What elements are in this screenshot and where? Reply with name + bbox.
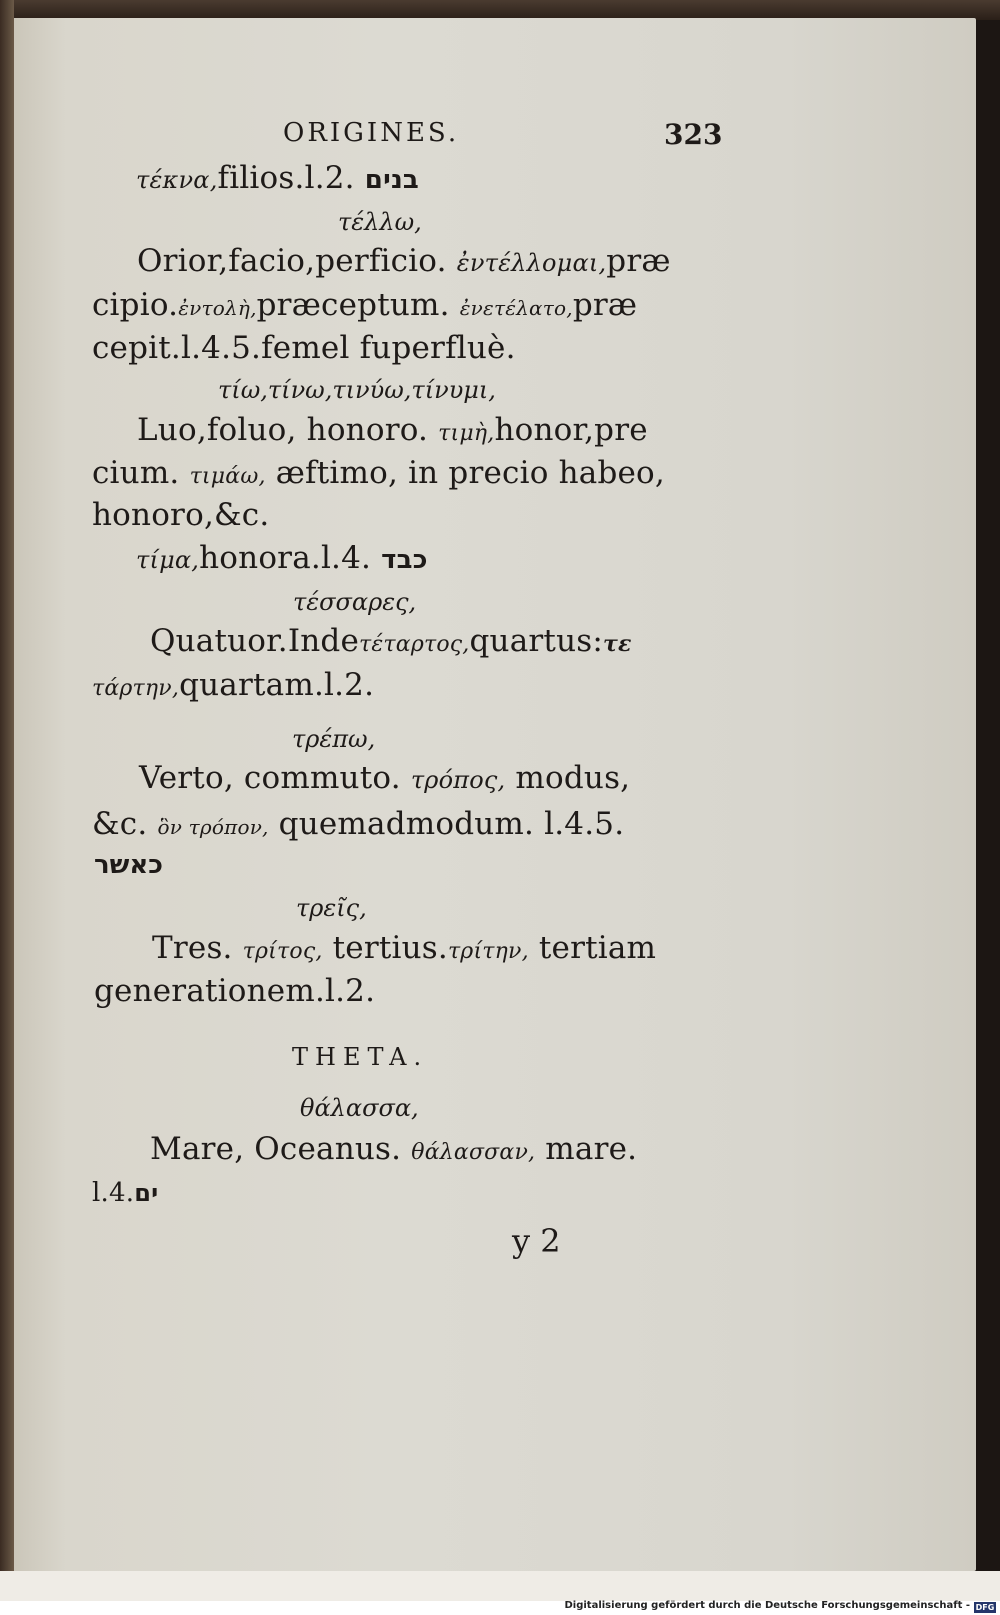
- latin-text: Quatuor.Inde: [150, 623, 360, 659]
- greek-word: τέκνα,: [136, 166, 218, 194]
- latin-text: honor,pre: [494, 412, 648, 448]
- text-line: [92, 287, 637, 323]
- headword: τρεῖς,: [296, 894, 367, 922]
- greek-word: τιμὴ,: [438, 421, 495, 446]
- funding-credit: Digitalisierung gefördert durch die Deutsche Forschungsgemeinschaft -: [564, 1600, 970, 1611]
- hebrew-word: כבד: [381, 545, 428, 575]
- greek-word: τίμα,: [136, 546, 200, 574]
- signature-mark: y 2: [512, 1222, 561, 1260]
- latin-text: Luo,foluo, honoro.: [137, 412, 429, 448]
- latin-text: præceptum.: [256, 287, 450, 323]
- text-line: [136, 540, 428, 576]
- greek-word: τρίτην,: [447, 939, 529, 964]
- book-left-edge: [0, 0, 14, 1615]
- dfg-logo: DFG: [975, 1603, 995, 1612]
- latin-text: præ: [572, 287, 638, 323]
- section-heading: THETA.: [292, 1043, 429, 1071]
- latin-text: tertiam: [538, 930, 657, 966]
- latin-text: l.4.: [92, 1178, 135, 1208]
- text-line: [137, 243, 671, 279]
- text-line: [150, 1131, 637, 1167]
- latin-text: cium.: [92, 455, 180, 491]
- headword: θάλασσα,: [300, 1094, 419, 1122]
- latin-text: Tres.: [152, 930, 233, 966]
- headword: τρέπω,: [292, 725, 376, 753]
- latin-text: filios.l.2.: [217, 160, 355, 196]
- latin-text: æftimo, in precio habeo,: [275, 455, 665, 491]
- latin-text: quartus:: [469, 623, 603, 659]
- text-line: honoro,&c.: [92, 497, 270, 533]
- hebrew-word: כאשר: [94, 850, 164, 880]
- hebrew-word: בנים: [364, 165, 419, 195]
- latin-text: quartam.l.2.: [179, 667, 375, 703]
- greek-word: τάρτην,: [92, 676, 180, 701]
- headword: τέλλω,: [338, 208, 422, 236]
- greek-word: τρόπος,: [410, 766, 506, 794]
- latin-text: Mare, Oceanus.: [150, 1131, 402, 1167]
- latin-text: mare.: [545, 1131, 638, 1167]
- latin-text: Verto, commuto.: [139, 760, 401, 796]
- page-number: 323: [664, 118, 723, 151]
- text-line: [150, 623, 632, 659]
- text-line: cepit.l.4.5.femel fuperfluè.: [92, 330, 516, 366]
- latin-text: Orior,facio,perficio.: [137, 243, 447, 279]
- text-line: [139, 760, 630, 796]
- book-top-edge: [0, 0, 1000, 20]
- latin-text: &c.: [92, 806, 148, 842]
- headword: τίω,τίνω,τινύω,τίνυμι,: [218, 376, 496, 404]
- greek-word: θάλασσαν,: [411, 1140, 536, 1165]
- greek-word: τιμάω,: [189, 464, 266, 489]
- text-line: [152, 930, 656, 966]
- greek-word: τέταρτος,: [359, 632, 470, 657]
- greek-word: ὃν τρόπον,: [157, 815, 269, 839]
- latin-text: honora.l.4.: [199, 540, 372, 576]
- text-line: generationem.l.2.: [94, 973, 376, 1009]
- greek-word: ἐντολὴ,: [178, 296, 257, 320]
- latin-text: tertius.: [332, 930, 448, 966]
- text-line: [136, 160, 419, 196]
- hebrew-word: ים: [134, 1179, 159, 1207]
- latin-text: cipio.: [92, 287, 179, 323]
- latin-text: præ: [606, 243, 671, 279]
- greek-word: τε: [603, 631, 632, 657]
- text-line: [92, 667, 374, 703]
- text-line: [137, 412, 648, 448]
- text-line: [92, 455, 665, 491]
- text-line: [92, 806, 624, 842]
- latin-text: quemadmodum. l.4.5.: [278, 806, 625, 842]
- text-line: [92, 1178, 158, 1208]
- latin-text: modus,: [515, 760, 631, 796]
- headword: τέσσαρες,: [293, 588, 417, 616]
- greek-word: ἐνετέλατο,: [459, 296, 573, 320]
- running-head: ORIGINES.: [283, 118, 460, 148]
- greek-word: ἐντέλλομαι,: [456, 249, 607, 277]
- greek-word: τρίτος,: [242, 939, 323, 964]
